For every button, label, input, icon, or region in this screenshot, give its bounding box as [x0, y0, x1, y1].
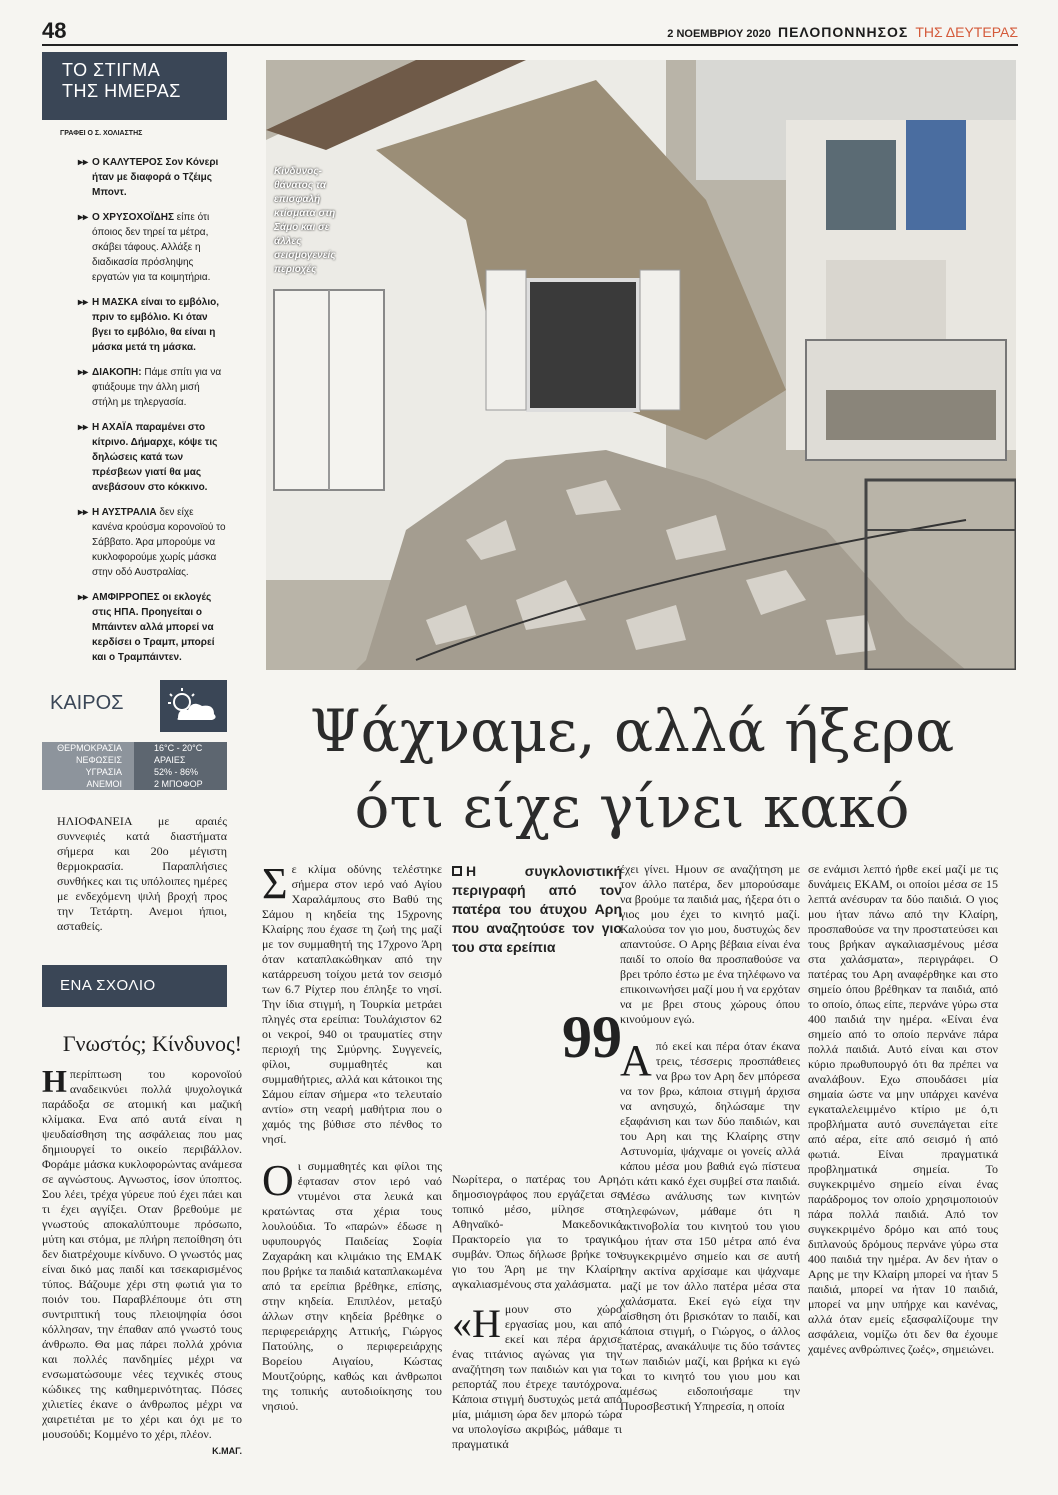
partly-cloudy-icon	[160, 680, 227, 732]
headline-line1: Ψάχναμε, αλλά ήξερα	[309, 697, 955, 765]
comment-signature: Κ.ΜΑΓ.	[212, 1446, 242, 1456]
weather-row	[42, 754, 227, 766]
headline-line2: ότι είχε γίνει κακό	[354, 773, 910, 841]
weather-text: ΗΛΙΟΦΑΝΕΙΑ με αραιές συννεφιές κατά διαστήματα σήμερα και 20ο μέγιστη θερμοκρασία. Παραπλήσιες συνθήκες και τις υπόλοιπες ημέρες με ενδεχόμενη ψιλή βροχή προς την Τετάρτη. Ανεμοι ήπιοι, ασταθείς.	[57, 814, 227, 933]
weather-row	[42, 742, 227, 754]
comment-label: ΕΝΑ ΣΧΟΛΙΟ	[42, 965, 227, 1007]
weather-title: ΚΑΙΡΟΣ	[50, 692, 124, 714]
stigma-item-lead: Ο ΚΑΛΥΤΕΡΟΣ Σον Κόνερι ήταν με διαφορά ο Τζέιμς Μποντ.	[92, 157, 219, 198]
stigma-item-lead: Η ΜΑΣΚΑ είναι το εμβόλιο, πριν το εμβόλιο. Κι όταν βγει το εμβόλιο, θα είναι η μάσκα μετά τη μάσκα.	[92, 297, 219, 353]
comment-body	[42, 1063, 242, 1442]
stigma-item-text: είπε ότι όποιος δεν τηρεί τα μέτρα, σκάβει τάφους. Αλλάξε η διαδικασία πρόσληψης εργατών για τα κοιμητήρια.	[92, 212, 211, 283]
stigma-item-lead: Η ΑΧΑΪΑ παραμένει στο κίτρινο. Δήμαρχε, κόψε τις δηλώσεις κατά των πρέσβεων γιατί θα μας ανεβάσουν στο κόκκινο.	[92, 422, 218, 493]
article-paragraph: πό εκεί και πέρα όταν έκανα τρεις, τέσσερις προσπάθειες να βρω τον Αρη δεν μπόρεσα να τον βρω, κάποια στιγμή άρχισα να ανησυχώ, δηλώσαμε την εξαφάνιση και των δύο παιδιών, και του Αρη και της Κλαίρης στην Αστυνομία, ψάχναμε οι γονείς αλλά κάπου μέσα μου βαθιά εγώ πίστευα ότι κάτι κακό έχει συμβεί στα παιδιά. Μέσω ανάλυσης των κινητών τηλεφώνων, μάθαμε ότι η ακτινοβολία του κινητού του γιου μου ήταν στα 150 μέτρα από ένα συγκεκριμένο σημείο και σε αυτή την ακτίνα αρχίσαμε και ψάχναμε μαζί με τον άλλο πατέρα μέσα στα χαλάσματα. Εκεί εγώ είχα την αίσθηση ότι βρισκόταν το παιδί, και κάποια στιγμή, ο Γιώργος, ο άλλος πατέρας, ανακάλυψε τις δύο τσάντες των παιδιών μαζί, και βρήκα κι εγώ και το κινητό του γιου μου και αμέσως ειδοποιήσαμε την Πυροσβεστική Υπηρεσία, η οποία	[620, 1039, 800, 1413]
stigma-item	[78, 365, 227, 410]
weather-value: 52% - 86%	[134, 766, 227, 778]
stigma-item-text: Πάμε σπίτι για να φτιάξουμε την άλλη μισή στήλη με τηλεργασία.	[92, 367, 222, 408]
weather-box	[42, 680, 227, 934]
bullet-arrow-icon: ▸▸	[78, 507, 89, 518]
stigma-item-text: δεν είχε κανένα κρούσμα κορονοϊού το Σάββατο. Άρα μπορούμε να κυκλοφορούμε χωρίς μάσκα στην οδό Αυστραλίας.	[92, 507, 226, 578]
stigma-title-line1: ΤΟ ΣΤΙΓΜΑ	[62, 60, 161, 80]
weather-header	[42, 680, 227, 732]
article-paragraph: Νωρίτερα, ο πατέρας του Αρη, δημοσιογράφος που εργάζεται σε τοπικό μέσο, μίλησε στο Αθηναϊκό- Μακεδονικό Πρακτορείο για το τραγικό συμβάν. Όπως δήλωσε βρήκε τον γιο του Άρη με την Κλαίρη αγκαλιασμένους στα χαλάσματα.	[452, 1172, 622, 1291]
bullet-arrow-icon: ▸▸	[78, 297, 89, 308]
paper-name: ΠΕΛΟΠΟΝΝΗΣΟΣ	[777, 24, 909, 40]
weather-label: ΝΕΦΩΣΕΙΣ	[42, 754, 134, 766]
drop-cap-1: Σ	[262, 859, 288, 908]
article-paragraph: μουν στο χώρο εργασίας μου, και από εκεί και πέρα άρχισε ένας τιτάνιος αγώνας για την αναζήτηση των παιδιών και για το ρεπορτάζ που έτρεχε ταυτόχρονα. Κάποια στιγμή δυστυχώς μετά από μία, μιάμιση ώρα δεν μπορώ τώρα να υπολογίσω ακριβώς, μάθαμε τι πραγματικά	[452, 1302, 622, 1451]
square-bullet-icon	[452, 866, 462, 876]
stigma-item	[78, 295, 227, 355]
weather-value: ΑΡΑΙΕΣ	[134, 754, 227, 766]
comment-section	[42, 965, 242, 1456]
stigma-item-lead: ΔΙΑΚΟΠΗ:	[92, 367, 142, 378]
bullet-arrow-icon: ▸▸	[78, 422, 89, 433]
bullet-arrow-icon: ▸▸	[78, 592, 89, 603]
masthead	[667, 24, 1018, 40]
stigma-item	[78, 420, 227, 495]
weather-row	[42, 766, 227, 778]
stigma-item-lead: ΑΜΦΙΡΡΟΠΕΣ οι εκλογές στις ΗΠΑ. Προηγείται ο Μπάιντεν αλλά μπορεί να κερδίσει ο Τραμπ, μπορεί και ο Τραμπάιντεν.	[92, 592, 215, 663]
stigma-item	[78, 210, 227, 285]
header-rule	[42, 44, 1018, 46]
stigma-item	[78, 505, 227, 580]
issue-date: 2 ΝΟΕΜΒΡΙΟΥ 2020	[667, 28, 771, 40]
stigma-column	[42, 52, 227, 675]
weather-table	[42, 742, 227, 790]
stigma-item-lead: Η ΑΥΣΤΡΑΛΙΑ	[92, 507, 157, 518]
stigma-item-lead: Ο ΧΡΥΣΟΧΟΪΔΗΣ	[92, 212, 175, 223]
comment-title: Γνωστός; Κίνδυνος!	[62, 1031, 242, 1056]
supplement-name: ΤΗΣ ΔΕΥΤΕΡΑΣ	[915, 24, 1018, 40]
weather-label: ΑΝΕΜΟΙ	[42, 778, 134, 790]
weather-value: 2 ΜΠΟΦΟΡ	[134, 778, 227, 790]
stigma-title-line2: ΤΗΣ ΗΜΕΡΑΣ	[62, 81, 181, 101]
stigma-byline: ΓΡΑΦΕΙ Ο Σ. ΧΟΛΙΑΣΤΗΣ	[60, 130, 143, 137]
bullet-arrow-icon: ▸▸	[78, 212, 89, 223]
article-paragraph: έχει γίνει. Ημουν σε αναζήτηση με τον άλλο πατέρα, δεν μπορούσαμε να βρούμε τα παιδιά μας, ήξερα ότι ο γιος μου έχει το κινητό μαζί. Καλούσα τον γιο μου, δυστυχώς δεν απαντούσε. Ο Αρης βέβαια είναι ένα παιδί το οποίο θα προσπαθούσε να βρει τρόπο έστω με ένα τηλέφωνο να επικοινωνήσει μαζί μου ή να ερχόταν να με βρει στους χώρους όπου κινούμουν εγώ.	[620, 862, 801, 1026]
article-column-4	[808, 862, 998, 1357]
bullet-arrow-icon: ▸▸	[78, 157, 89, 168]
article-column-1	[262, 859, 442, 1414]
photo-caption: Κίνδυνος-θάνατος τα επισφαλή κτίσματα στη Σάμο και σε άλλες σεισμογενείς περιοχές	[274, 166, 336, 275]
article-paragraph: σε ενάμισι λεπτό ήρθε εκεί μαζί με τις δυνάμεις ΕΚΑΜ, οι οποίοι μέσα σε 15 λεπτά ανέσυραν τα δύο παιδιά. Ο γιος μου ήταν πάνω από την Κλαίρη, προσπαθούσε να την προστατεύσει και τους βρήκαν αγκαλιασμένους μέσα στα χαλάσματα», περιγράφει. Ο πατέρας του Αρη αναφέρθηκε και στο σημείο όπου βρέθηκαν τα παιδιά, από το οποίο, όπως είπε, περνάνε γύρω στα 400 παιδιά την ημέρα. «Είναι ένα σημείο από το οποίο περνάνε πάρα πολλά παιδιά. Αυτό είναι και στον κύριο πρωθυπουργό ότι θα πρέπει να αναλάβουν. Εχω σπουδάσει μία σημαία ώστε να μην υπάρχει κανένα εγκαταλελειμμένο κτίριο με ό,τι προβλήματα αυτό συνεπάγεται είτε από αέρα, είτε από σεισμό ή από φωτιά. Είναι πραγματικά προβληματικά σημεία. Το συγκεκριμένο σημείο είναι ένας παράδρομος τον οποίο χρησιμοποιούν πάρα πολλά παιδιά. Από τον συγκεκριμένο δρόμο και από τους διπλανούς δρόμους περνάνε γύρω στα 400 παιδιά την ημέρα. Αν δεν ήταν ο Αρης με την Κλαίρη μπορεί να ήταν 5 παιδιά, μπορεί να ήταν 10 παιδιά, μπορεί να μην υπήρχε και κανένας, αλλά όταν εμείς εξασφαλίζουμε την ασφάλεια, νομίζω ότι δεν θα έχουμε χαμένες ανθρώπινες ζωές», σημειώνει.	[808, 862, 998, 1356]
quote-mark: 99	[562, 1004, 622, 1070]
article-headline	[262, 693, 1002, 845]
weather-label: ΘΕΡΜΟΚΡΑΣΙΑ	[42, 742, 134, 754]
quote-drop-cap: «Η	[452, 1301, 501, 1346]
earthquake-photo	[266, 60, 1016, 670]
stigma-item	[78, 590, 227, 665]
pull-quote	[452, 862, 622, 957]
comment-text: περίπτωση του κορονοϊού αναδεικνύει πολλά ψυχολογικά παράδοξα σε ατομική και μαζική κλίμακα. Ενα από αυτά είναι η ψευδαίσθηση της ασφάλειας που μας δημιουργεί το οικείο περιβάλλον. Φοράμε μάσκα κυκλοφορώντας ανάμεσα σε αγνώστους. Αγνωστος, ίσον ύποπτος. Σου λέει, τρέχα γύρευε πού έχει πάει και τι έχει αγγίξει. Οταν βρεθούμε με γνωστούς αποκαλύπτουμε πρόσωπο, μύτη και στόμα, με πλήρη πεποίθηση ότι δεν διατρέχουμε κίνδυνο. Ο γνωστός μας είναι δικό μας παιδί και τσεκαρισμένος τύπος. Βάζουμε χέρι στη φωτιά για το ποιόν του. Παραβλέπουμε ότι στη συντριπτική τους πλειοψηφία όσοι κόλλησαν, την έπαθαν από γνωστό τους άνθρωπο. Θα μας πάρει πολλά χρόνια και πολλές πανδημίες μέχρι να ενσωματώσουμε νέες τεχνικές στους κώδικες της καθημερινότητας. Πόσες χιλιετίες έκανε ο άνθρωπος μέχρι να χαιρετιέται με το χέρι και όχι με το μουσούδι; Κομμένο το χέρι, πλέον.	[42, 1067, 242, 1441]
article-column-2	[452, 862, 622, 1452]
comment-drop-cap: Η	[42, 1063, 67, 1099]
article-column-3	[620, 862, 800, 1414]
weather-label: ΥΓΡΑΣΙΑ	[42, 766, 134, 778]
drop-cap-3: Α	[620, 1036, 652, 1085]
weather-row	[42, 778, 227, 790]
stigma-item	[78, 155, 227, 200]
weather-value: 16°C - 20°C	[134, 742, 227, 754]
bullet-arrow-icon: ▸▸	[78, 367, 89, 378]
stigma-title-box	[42, 52, 227, 120]
pull-quote-text: Η συγκλονιστική περιγραφή από τον πατέρα του άτυχου Αρη που αναζητούσε τον γιο του στα ερείπια	[452, 863, 622, 955]
article-paragraph: ι συμμαθητές και φίλοι της έφτασαν στον ιερό ναό ντυμένοι στα λευκά και κρατώντας στα χέρια τους λουλούδια. Το «παρών» έδωσε η υφυπουργός Παιδείας Σοφία Ζαχαράκη και κλιμάκιο της ΕΜΑΚ που βρήκε τα παιδιά καταπλακωμένα από τα ερείπια βρέθηκε, επίσης, στην κηδεία. Επιπλέον, μεταξύ άλλων στην κηδεία βρέθηκε ο περιφερειάρχης Αττικής, Γιώργος Πατούλης, ο περιφερειάρχης Βορείου Αιγαίου, Κώστας Μουτζούρης, καθώς και άνθρωποι της τοπικής αυτοδιοίκησης του νησιού.	[262, 1159, 442, 1413]
article-paragraph: ε κλίμα οδύνης τελέστηκε σήμερα στον ιερό ναό Αγίου Χαραλάμπους στο Βαθύ της Σάμου η κηδεία της 15χρονης Κλαίρης που έχασε τη ζωή της μαζί με τον συμμαθητή της 17χρονο Άρη όταν καταπλακώθηκαν από την κατάρρευση τοίχου μετά τον σεισμό των 6.7 Ρίχτερ που έπληξε το νησί. Την ίδια στιγμή, η Τουρκία μετράει πληγές στα ερείπια: Τουλάχιστον 62 οι νεκροί, 940 οι τραυματίες στην περιοχή της Σμύρνης. Συγγενείς, φίλοι, συμμαθητές και συμμαθήτριες, αλλά και κάτοικοι της Σάμου είπαν σήμερα «το τελευταίο αντίο» στη νεαρή μαθήτρια που ο χαμός της βύθισε στο πένθος το νησί.	[262, 862, 442, 1146]
stigma-list	[42, 155, 227, 665]
drop-cap-2: Ο	[262, 1156, 294, 1205]
page-number: 48	[42, 18, 67, 43]
